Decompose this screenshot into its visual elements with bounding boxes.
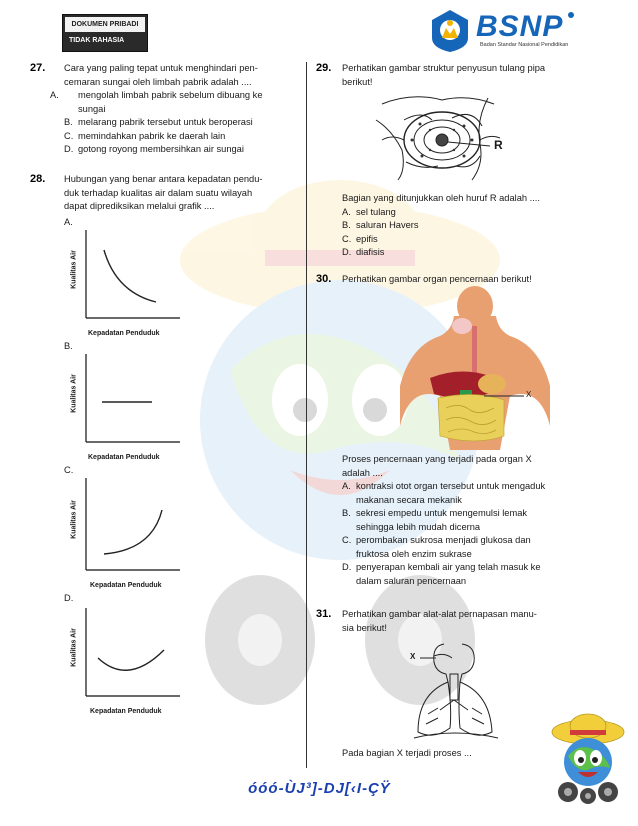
curve-decreasing [104,250,156,302]
question-text-line: Bagian yang ditunjukkan oleh huruf R adalah .... [342,193,540,203]
option-c: C. epifis [342,233,378,244]
question-text-line: dapat diprediksikan melalui grafik .... [64,201,215,211]
option-a-cont: makanan secara mekanik [356,494,462,505]
x-axis-label: Kepadatan Penduduk [90,582,162,589]
badge-bottom-text: TIDAK RAHASIA [69,37,125,44]
question-text-line: Hubungan yang benar antara kepadatan pendu- [64,174,263,184]
question-number: 27. [30,62,46,74]
curve-increasing [104,510,162,554]
bsnp-logo [428,8,588,54]
graph-key-c: C. [64,465,74,475]
question-text-line: Proses pencernaan yang terjadi pada organ X [342,454,532,464]
x-axis-label: Kepadatan Penduduk [88,330,160,337]
option-c-cont: fruktosa oleh enzim sukrase [356,548,472,559]
footer-text: óóó-ÙJ³]-DJ[‹I-ÇŸ [248,780,391,797]
mascot-icon [548,712,628,804]
option-a: A. sel tulang [342,206,396,217]
logo-subtitle: Badan Standar Nasional Pendidikan [480,42,569,48]
question-text-line: berikut! [342,76,373,87]
badge-top-text: DOKUMEN PRIBADI [65,17,145,32]
curve-u-shape [98,650,164,670]
option-a: A. mengolah limbah pabrik sebelum dibuang ke [50,90,263,100]
question-text-line: duk terhadap kualitas air dalam suatu wilayah [64,187,253,198]
question-text-line: Perhatikan gambar alat-alat pernapasan manu- [342,609,537,619]
question-number: 28. [30,173,46,185]
option-d: D. penyerapan kembali air yang telah masuk ke [342,562,541,572]
option-d-cont: dalam saluran pencernaan [356,575,467,586]
option-b: B. melarang pabrik tersebut untuk beroperasi [64,117,253,127]
option-a: A. kontraksi otot organ tersebut untuk mengaduk [342,481,546,491]
label-x: X [526,390,532,399]
graph-b [68,350,188,466]
option-d: D. gotong royong membersihkan air sungai [64,144,244,154]
question-text-line: adalah .... [342,467,383,478]
label-r: R [494,138,503,152]
x-axis-label: Kepadatan Penduduk [88,454,160,461]
question-29-body [342,192,572,260]
column-divider [306,62,307,768]
label-x: X [410,652,416,661]
graph-key-a: A. [64,217,73,227]
y-axis-label: Kualitas Air [70,500,78,539]
option-c: C. memindahkan pabrik ke daerah lain [64,130,226,141]
y-axis-label: Kualitas Air [70,374,78,413]
option-b-cont: sehingga lebih mudah dicerna [356,521,481,532]
question-number: 29. [316,62,332,74]
question-30-body [342,453,568,588]
y-axis-label: Kualitas Air [70,250,78,289]
question-31-body: Pada bagian X terjadi proses ... [342,748,472,758]
y-axis-label: Kualitas Air [70,628,78,667]
option-c: C. perombakan sukrosa menjadi glukosa dan [342,535,531,545]
question-text-line: Perhatikan gambar struktur penyusun tulang pipa [342,63,546,73]
bone-structure-image [372,90,532,182]
option-b: B. sekresi empedu untuk mengemulsi lemak [342,508,528,518]
digestive-system-image [400,286,550,450]
graph-d [68,604,188,724]
question-text-line: cemaran sungai oleh limbah pabrik adalah .... [64,76,252,87]
document-badge [62,14,148,52]
option-d: D. diafisis [342,247,385,257]
respiratory-system-image [404,642,514,742]
question-text-line: Perhatikan gambar organ pencernaan berikut! [342,274,532,284]
graph-c [68,474,188,594]
question-number: 30. [316,273,332,285]
question-text-line: sia berikut! [342,622,387,633]
logo-dot-icon [568,12,574,18]
logo-text: BSNP [476,10,564,43]
emblem-icon [428,8,472,54]
question-number: 31. [316,608,332,620]
graph-key-d: D. [64,593,74,603]
option-a-cont: sungai [78,103,106,114]
graph-key-b: B. [64,341,73,351]
graph-a [68,226,188,342]
question-text-line: Cara yang paling tepat untuk menghindari pen- [64,63,258,73]
option-b: B. saluran Havers [342,220,419,230]
x-axis-label: Kepadatan Penduduk [90,708,162,715]
